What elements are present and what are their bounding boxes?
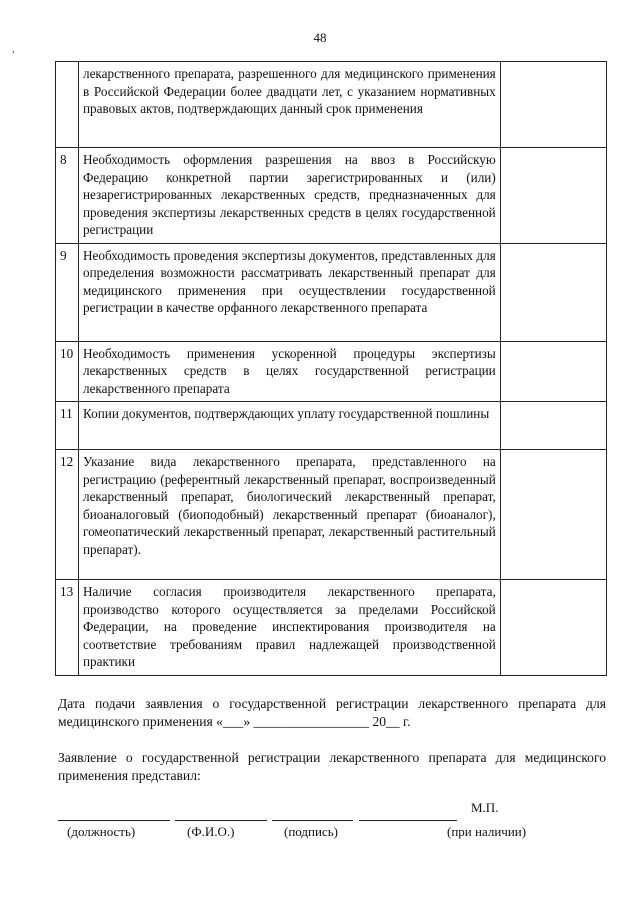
signature-line — [272, 820, 353, 821]
table-row — [56, 450, 607, 580]
row-number: 9 — [56, 243, 79, 341]
submission-date-text: Дата подачи заявления о государственной регистрации лекарственного препарата для медицинского применения «___» _________________ 20__ г. — [58, 696, 606, 729]
row-number: 12 — [56, 450, 79, 580]
row-number: 8 — [56, 148, 79, 244]
row-text: Копии документов, подтверждающих уплату государственной пошлины — [78, 402, 500, 450]
row-blank-cell[interactable] — [500, 450, 606, 580]
row-text: Необходимость применения ускоренной процедуры экспертизы лекарственных средств в целях государственной регистрации лекарственного препарата — [78, 341, 500, 402]
table-row — [56, 148, 607, 244]
table-row — [56, 243, 607, 341]
margin-mark: , — [12, 44, 15, 55]
if-any-caption: (при наличии) — [447, 824, 527, 839]
row-blank-cell[interactable] — [500, 243, 606, 341]
table-row — [56, 341, 607, 402]
row-number: 10 — [56, 341, 79, 402]
row-text: Необходимость проведения экспертизы документов, представленных для определения возможности рассматривать лекарственный препарат для медицинского применения при осуществлении государственной регистрации в качестве орфанного лекарственного препарата — [78, 243, 500, 341]
stamp-line — [359, 820, 457, 821]
name-caption: (Ф.И.О.) — [187, 824, 235, 839]
row-text: Необходимость оформления разрешения на ввоз в Российскую Федерацию конкретной партии зарегистрированных и (или) незарегистрированных лекарственных средств, предназначенных для проведения экспертизы лекарственных средств в целях государственной регистрации — [78, 148, 500, 244]
stamp-label: М.П. — [471, 800, 499, 815]
table-row — [56, 580, 607, 676]
row-text: лекарственного препарата, разрешенного для медицинского применения в Российской Федерации более двадцати лет, с указанием нормативных правовых актов, подтверждающих данный срок применения — [78, 62, 500, 148]
name-line — [175, 820, 267, 821]
table-row — [56, 62, 607, 148]
row-number: 11 — [56, 402, 79, 450]
document-table — [55, 61, 607, 676]
submitted-by-text: Заявление о государственной регистрации лекарственного препарата для медицинского применения представил: — [58, 750, 606, 783]
table-row — [56, 402, 607, 450]
row-blank-cell[interactable] — [500, 148, 606, 244]
row-number — [56, 62, 79, 148]
row-text: Наличие согласия производителя лекарственного препарата, производство которого осуществляется за пределами Российской Федерации, на проведение инспектирования производителя на соответствие требованиям правил надлежащей производственной практики — [78, 580, 500, 676]
row-number: 13 — [56, 580, 79, 676]
row-text: Указание вида лекарственного препарата, представленного на регистрацию (референтный лекарственный препарат, воспроизведенный лекарственный препарат, биологический лекарственный препарат, биоаналоговый (биоподобный) лекарственный препарат (биоаналог), гомеопатический лекарственный препарат, лекарственный растительный препарат). — [78, 450, 500, 580]
row-blank-cell[interactable] — [500, 580, 606, 676]
position-line — [58, 820, 170, 821]
row-blank-cell[interactable] — [500, 402, 606, 450]
page-number: 48 — [313, 30, 327, 45]
row-blank-cell[interactable] — [500, 341, 606, 402]
signature-caption: (подпись) — [284, 824, 338, 839]
position-caption: (должность) — [67, 824, 136, 839]
row-blank-cell[interactable] — [500, 62, 606, 148]
